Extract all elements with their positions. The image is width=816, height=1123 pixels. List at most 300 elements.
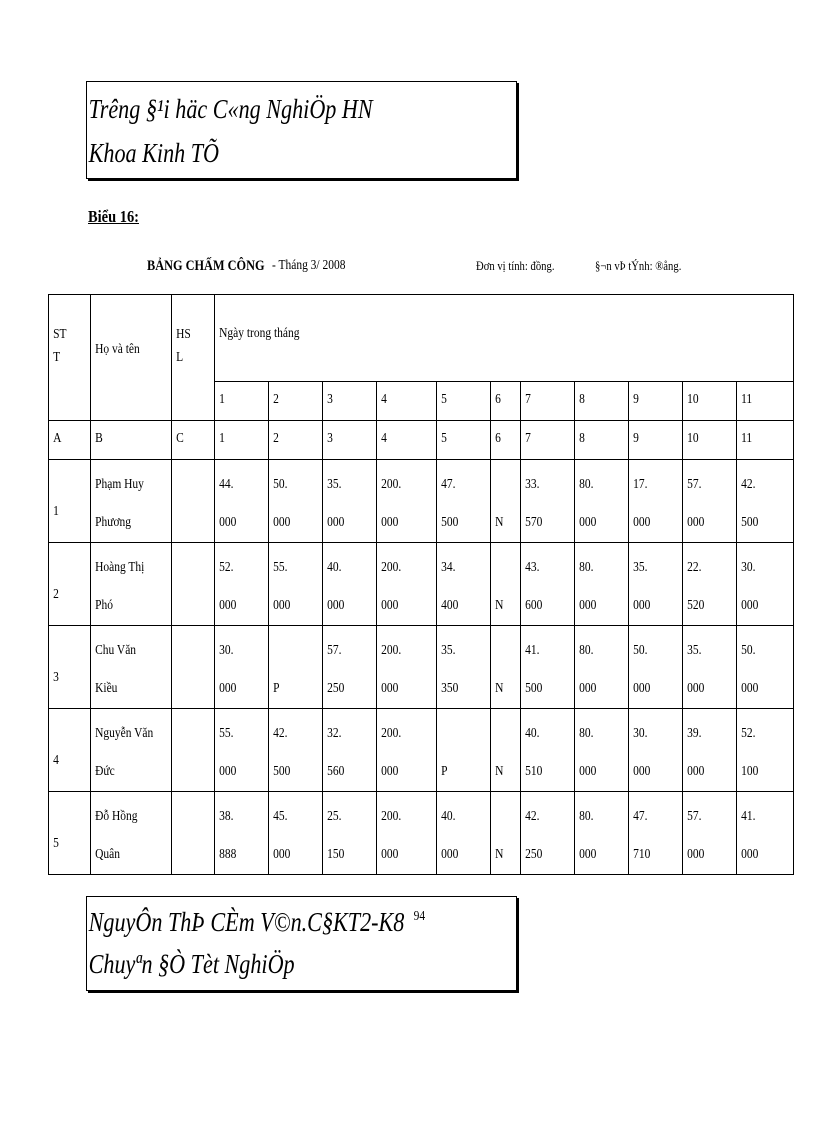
day-amount-cell — [215, 626, 269, 709]
day-amount-part: 35. — [687, 643, 702, 658]
day-amount-part: 000 — [441, 847, 459, 862]
column-code: 2 — [273, 431, 279, 446]
day-amount-part: 000 — [381, 681, 399, 696]
day-amount — [521, 709, 564, 791]
day-number: 4 — [381, 392, 387, 407]
day-amount-part: 55. — [219, 726, 234, 741]
employee-name-line: Phương — [95, 515, 132, 530]
day-number-cell — [437, 382, 491, 421]
column-code-cell — [575, 421, 629, 460]
day-amount-part: P — [441, 764, 448, 779]
day-amount-cell — [377, 543, 437, 626]
day-number: 11 — [741, 392, 753, 407]
day-amount-part: 520 — [687, 598, 705, 613]
day-amount-part: 600 — [525, 598, 543, 613]
day-amount-part: 200. — [381, 560, 402, 575]
row-number: 1 — [53, 504, 59, 519]
day-amount-cell — [377, 626, 437, 709]
day-amount-part — [495, 549, 515, 587]
column-code: 10 — [687, 431, 699, 446]
row-number-cell — [49, 626, 91, 709]
day-amount — [437, 543, 480, 625]
day-number-cell — [377, 382, 437, 421]
column-code: A — [53, 431, 62, 446]
day-amount-cell — [521, 709, 575, 792]
day-amount-cell — [575, 626, 629, 709]
day-amount-part: 000 — [579, 598, 597, 613]
employee-name-line: Quân — [95, 847, 120, 862]
day-amount — [377, 543, 425, 625]
name-header — [91, 295, 172, 421]
days-header — [215, 295, 794, 382]
day-amount-part: N — [495, 598, 504, 613]
day-amount-part: 000 — [741, 681, 759, 696]
hsl-cell — [172, 709, 215, 792]
employee-name — [91, 792, 157, 874]
day-amount-part: 47. — [633, 809, 648, 824]
day-amount-cell — [323, 460, 377, 543]
day-amount-part — [495, 466, 515, 504]
row-number-cell — [49, 792, 91, 875]
day-number: 3 — [327, 392, 333, 407]
day-amount-part: 250 — [327, 681, 345, 696]
column-code: 8 — [579, 431, 585, 446]
day-amount — [629, 543, 672, 625]
day-amount-part: 42. — [525, 809, 540, 824]
row-number-cell — [49, 709, 91, 792]
row-number: 5 — [53, 836, 59, 851]
table-row — [49, 709, 794, 792]
day-amount — [521, 626, 564, 708]
day-amount-part: 80. — [579, 726, 594, 741]
day-amount-cell — [737, 709, 794, 792]
employee-name — [91, 626, 157, 708]
day-amount-part: 40. — [525, 726, 540, 741]
day-amount-part: 000 — [381, 764, 399, 779]
employee-name — [91, 709, 157, 791]
column-code-cell — [269, 421, 323, 460]
day-amount-part: 400 — [441, 598, 459, 613]
day-amount-cell — [377, 709, 437, 792]
day-number-cell — [491, 382, 521, 421]
day-amount-part: 42. — [741, 477, 756, 492]
faculty-name: Khoa Kinh TÕ — [88, 138, 220, 168]
day-amount — [575, 792, 618, 874]
column-code: 4 — [381, 431, 387, 446]
day-amount-cell — [269, 543, 323, 626]
employee-name-line: Phó — [95, 598, 113, 613]
day-amount-cell — [629, 709, 683, 792]
day-amount-cell — [737, 792, 794, 875]
column-code-cell — [49, 421, 91, 460]
column-code: B — [95, 431, 103, 446]
day-amount-part: 200. — [381, 643, 402, 658]
day-amount — [629, 460, 672, 542]
day-number: 8 — [579, 392, 585, 407]
day-amount-part: 80. — [579, 560, 594, 575]
hsl-cell — [172, 543, 215, 626]
hsl-header-text — [172, 295, 206, 369]
employee-name-line: Chu Văn — [95, 643, 137, 658]
column-code-cell — [491, 421, 521, 460]
day-amount-cell — [575, 709, 629, 792]
day-amount-part: 43. — [525, 560, 540, 575]
day-amount-part: 55. — [273, 560, 288, 575]
stt-header-text — [49, 295, 83, 369]
day-amount-part: 41. — [741, 809, 756, 824]
day-amount-cell — [491, 709, 521, 792]
day-amount — [269, 543, 312, 625]
day-amount-cell — [269, 460, 323, 543]
table-title: BẢNG CHẤM CÔNG — [147, 258, 265, 274]
day-amount-cell — [437, 792, 491, 875]
author-line: NguyÔn ThÞ CÈm V©n.C§KT2-K8 — [88, 907, 405, 937]
employee-name-cell — [91, 709, 172, 792]
day-amount-part: 000 — [687, 847, 705, 862]
day-amount-part: 40. — [441, 809, 456, 824]
day-amount — [377, 460, 425, 542]
day-amount — [521, 543, 564, 625]
day-amount-cell — [575, 460, 629, 543]
day-amount-part: 500 — [525, 681, 543, 696]
employee-name-line: Kiều — [95, 681, 118, 696]
day-amount-part: 000 — [327, 598, 345, 613]
day-amount — [491, 460, 515, 542]
day-amount — [629, 792, 672, 874]
day-amount — [575, 709, 618, 791]
employee-name-line: Phạm Huy — [95, 477, 144, 492]
day-amount-part: 50. — [633, 643, 648, 658]
day-amount-part: 570 — [525, 515, 543, 530]
day-amount-part: 80. — [579, 477, 594, 492]
column-code-cell — [377, 421, 437, 460]
day-amount — [437, 460, 480, 542]
column-code-cell — [683, 421, 737, 460]
column-code-cell — [215, 421, 269, 460]
hsl-cell — [172, 792, 215, 875]
day-number-cell — [215, 382, 269, 421]
day-amount-cell — [215, 709, 269, 792]
day-amount-cell — [575, 543, 629, 626]
day-amount — [737, 543, 783, 625]
day-amount-part: 200. — [381, 809, 402, 824]
day-number-cell — [323, 382, 377, 421]
column-code-cell — [629, 421, 683, 460]
day-amount-cell — [491, 626, 521, 709]
day-amount-cell — [377, 460, 437, 543]
day-amount — [683, 626, 726, 708]
day-amount — [683, 543, 726, 625]
school-name: Trêng §¹i häc C«ng NghiÖp HN — [88, 94, 373, 124]
day-amount-part: N — [495, 681, 504, 696]
day-amount-cell — [521, 626, 575, 709]
day-amount — [521, 792, 564, 874]
day-amount-part: 510 — [525, 764, 543, 779]
day-amount — [377, 709, 425, 791]
day-amount — [323, 460, 366, 542]
day-amount-part: 47. — [441, 477, 456, 492]
day-amount-part: 41. — [525, 643, 540, 658]
day-amount-part: 50. — [273, 477, 288, 492]
day-number-cell — [269, 382, 323, 421]
table-month: - Tháng 3/ 2008 — [272, 258, 346, 273]
day-amount-cell — [629, 626, 683, 709]
header-box — [86, 81, 517, 179]
day-amount-cell — [575, 792, 629, 875]
day-number: 5 — [441, 392, 447, 407]
employee-name — [91, 543, 157, 625]
name-header-text: Họ và tên — [95, 342, 140, 357]
day-amount-cell — [737, 543, 794, 626]
day-amount-part: 000 — [273, 598, 291, 613]
day-amount — [629, 709, 672, 791]
day-amount-part: 80. — [579, 643, 594, 658]
day-amount — [437, 626, 480, 708]
day-amount-part: 500 — [273, 764, 291, 779]
day-amount-part: 000 — [579, 681, 597, 696]
day-amount-cell — [269, 626, 323, 709]
employee-name-line: Đỗ Hồng — [95, 809, 138, 824]
employee-name-line: Hoàng Thị — [95, 560, 145, 575]
stt-header-text-line: ST — [53, 327, 67, 342]
day-amount-cell — [215, 460, 269, 543]
day-amount-part: 000 — [327, 515, 345, 530]
day-number: 10 — [687, 392, 699, 407]
day-amount — [737, 626, 783, 708]
day-amount-part: P — [273, 681, 280, 696]
day-amount-part — [495, 632, 515, 670]
day-amount-part: 100 — [741, 764, 759, 779]
day-amount-cell — [323, 792, 377, 875]
day-amount — [215, 626, 258, 708]
day-amount — [269, 626, 312, 708]
day-amount-part: 50. — [741, 643, 756, 658]
day-amount-part: 33. — [525, 477, 540, 492]
day-amount-part: 30. — [633, 726, 648, 741]
day-number: 6 — [495, 392, 501, 407]
day-amount-part: 52. — [219, 560, 234, 575]
column-code-cell — [521, 421, 575, 460]
day-amount — [269, 709, 312, 791]
day-amount-cell — [215, 792, 269, 875]
day-amount-cell — [437, 460, 491, 543]
day-amount-part: 000 — [687, 515, 705, 530]
day-amount-part: 38. — [219, 809, 234, 824]
day-amount — [437, 792, 480, 874]
day-amount-part: 25. — [327, 809, 342, 824]
day-amount — [737, 792, 783, 874]
day-amount-part: 45. — [273, 809, 288, 824]
employee-name-line: Đức — [95, 764, 115, 779]
hsl-cell — [172, 460, 215, 543]
day-amount-cell — [269, 709, 323, 792]
day-amount-part: 39. — [687, 726, 702, 741]
day-amount-part: 000 — [633, 598, 651, 613]
column-code: 7 — [525, 431, 531, 446]
day-amount-cell — [215, 543, 269, 626]
days-header-text: Ngày trong tháng — [219, 326, 300, 341]
day-amount-part: 560 — [327, 764, 345, 779]
day-amount-part: 000 — [381, 847, 399, 862]
column-code-cell — [172, 421, 215, 460]
day-amount-cell — [437, 709, 491, 792]
day-amount — [521, 460, 564, 542]
day-amount — [737, 709, 783, 791]
day-number-cell — [521, 382, 575, 421]
day-amount-part: 000 — [741, 598, 759, 613]
day-amount — [491, 626, 515, 708]
day-amount-part: 500 — [441, 515, 459, 530]
day-number-cell — [683, 382, 737, 421]
day-amount-part: 30. — [219, 643, 234, 658]
day-amount-part: N — [495, 764, 504, 779]
timesheet-table — [48, 294, 794, 875]
day-amount-part: 000 — [273, 847, 291, 862]
day-amount-cell — [377, 792, 437, 875]
day-amount — [269, 792, 312, 874]
table-row — [49, 792, 794, 875]
day-amount — [683, 460, 726, 542]
day-number-cell — [575, 382, 629, 421]
employee-name-cell — [91, 543, 172, 626]
day-amount — [323, 626, 366, 708]
day-amount — [629, 626, 672, 708]
day-amount-part: 000 — [219, 598, 237, 613]
day-amount-part — [441, 715, 480, 753]
day-amount-part: 000 — [741, 847, 759, 862]
column-code: 1 — [219, 431, 225, 446]
day-amount-part: 80. — [579, 809, 594, 824]
employee-name-cell — [91, 626, 172, 709]
day-amount-part: 000 — [579, 847, 597, 862]
hsl-header — [172, 295, 215, 421]
day-amount-part: 000 — [633, 515, 651, 530]
day-amount-part: 17. — [633, 477, 648, 492]
day-amount-part: N — [495, 515, 504, 530]
day-number: 9 — [633, 392, 639, 407]
table-row — [49, 543, 794, 626]
day-number-cell — [629, 382, 683, 421]
day-amount-cell — [521, 792, 575, 875]
day-amount — [215, 709, 258, 791]
stt-header-text-line: T — [53, 350, 61, 365]
day-amount-part: 44. — [219, 477, 234, 492]
day-amount — [683, 792, 726, 874]
day-number: 1 — [219, 392, 225, 407]
day-amount-part: 52. — [741, 726, 756, 741]
day-amount-cell — [683, 792, 737, 875]
day-amount-part: 22. — [687, 560, 702, 575]
day-amount-cell — [521, 460, 575, 543]
column-code: 9 — [633, 431, 639, 446]
page-number: 94 — [413, 909, 426, 924]
employee-name-line: Nguyễn Văn — [95, 726, 154, 741]
employee-name — [91, 460, 157, 542]
row-number: 4 — [53, 753, 59, 768]
day-amount — [323, 792, 366, 874]
thesis-line: Chuyªn §Ò Tèt NghiÖp — [88, 949, 295, 979]
day-amount — [215, 792, 258, 874]
column-code-cell — [323, 421, 377, 460]
table-row — [49, 626, 794, 709]
day-amount — [215, 460, 258, 542]
day-amount-cell — [683, 460, 737, 543]
day-amount — [323, 543, 366, 625]
form-label: Biểu 16: — [88, 207, 139, 226]
day-amount-cell — [491, 460, 521, 543]
day-amount-part: 57. — [687, 477, 702, 492]
column-code: 5 — [441, 431, 447, 446]
day-amount-part — [495, 715, 515, 753]
footer-box — [86, 896, 517, 991]
day-amount-cell — [521, 543, 575, 626]
day-amount-part: 350 — [441, 681, 459, 696]
day-amount-cell — [629, 792, 683, 875]
day-number: 7 — [525, 392, 531, 407]
column-code-cell — [437, 421, 491, 460]
day-amount-part: 000 — [579, 515, 597, 530]
hsl-header-text-line: HS — [176, 327, 191, 342]
day-amount-part: 35. — [441, 643, 456, 658]
day-amount-part: 200. — [381, 726, 402, 741]
day-amount — [377, 626, 425, 708]
day-amount-part: 000 — [579, 764, 597, 779]
day-amount — [491, 543, 515, 625]
day-amount-part: 000 — [273, 515, 291, 530]
day-amount-cell — [683, 709, 737, 792]
day-amount-cell — [269, 792, 323, 875]
day-amount-cell — [323, 543, 377, 626]
day-amount-part: 42. — [273, 726, 288, 741]
day-amount-part: 35. — [327, 477, 342, 492]
day-amount-part: 500 — [741, 515, 759, 530]
day-amount-part: 000 — [633, 681, 651, 696]
day-amount-cell — [737, 626, 794, 709]
column-code: 11 — [741, 431, 753, 446]
day-amount-part: 000 — [381, 598, 399, 613]
day-amount-part: 710 — [633, 847, 651, 862]
unit-note-legacy: §¬n vÞ tÝnh: ®ång. — [595, 258, 682, 273]
day-amount-cell — [437, 543, 491, 626]
day-amount-part: 000 — [219, 681, 237, 696]
row-number-cell — [49, 543, 91, 626]
day-amount-cell — [629, 543, 683, 626]
title-row — [0, 258, 816, 280]
day-amount-part: 30. — [741, 560, 756, 575]
employee-name-cell — [91, 792, 172, 875]
hsl-header-text-line: L — [176, 350, 184, 365]
day-amount-part — [495, 798, 515, 836]
day-amount-cell — [323, 709, 377, 792]
hsl-cell — [172, 626, 215, 709]
day-amount-part: 250 — [525, 847, 543, 862]
day-amount-cell — [323, 626, 377, 709]
day-amount-part: 150 — [327, 847, 345, 862]
column-code: C — [176, 431, 184, 446]
day-amount — [377, 792, 425, 874]
day-amount — [215, 543, 258, 625]
day-amount-part: 40. — [327, 560, 342, 575]
column-code: 3 — [327, 431, 333, 446]
day-amount-part: 000 — [633, 764, 651, 779]
column-code-cell — [91, 421, 172, 460]
day-amount-part: 32. — [327, 726, 342, 741]
day-amount-cell — [491, 792, 521, 875]
day-amount-cell — [683, 626, 737, 709]
day-amount-part: 000 — [687, 764, 705, 779]
unit-note: Đơn vị tính: đồng. — [476, 258, 555, 273]
day-amount-cell — [491, 543, 521, 626]
